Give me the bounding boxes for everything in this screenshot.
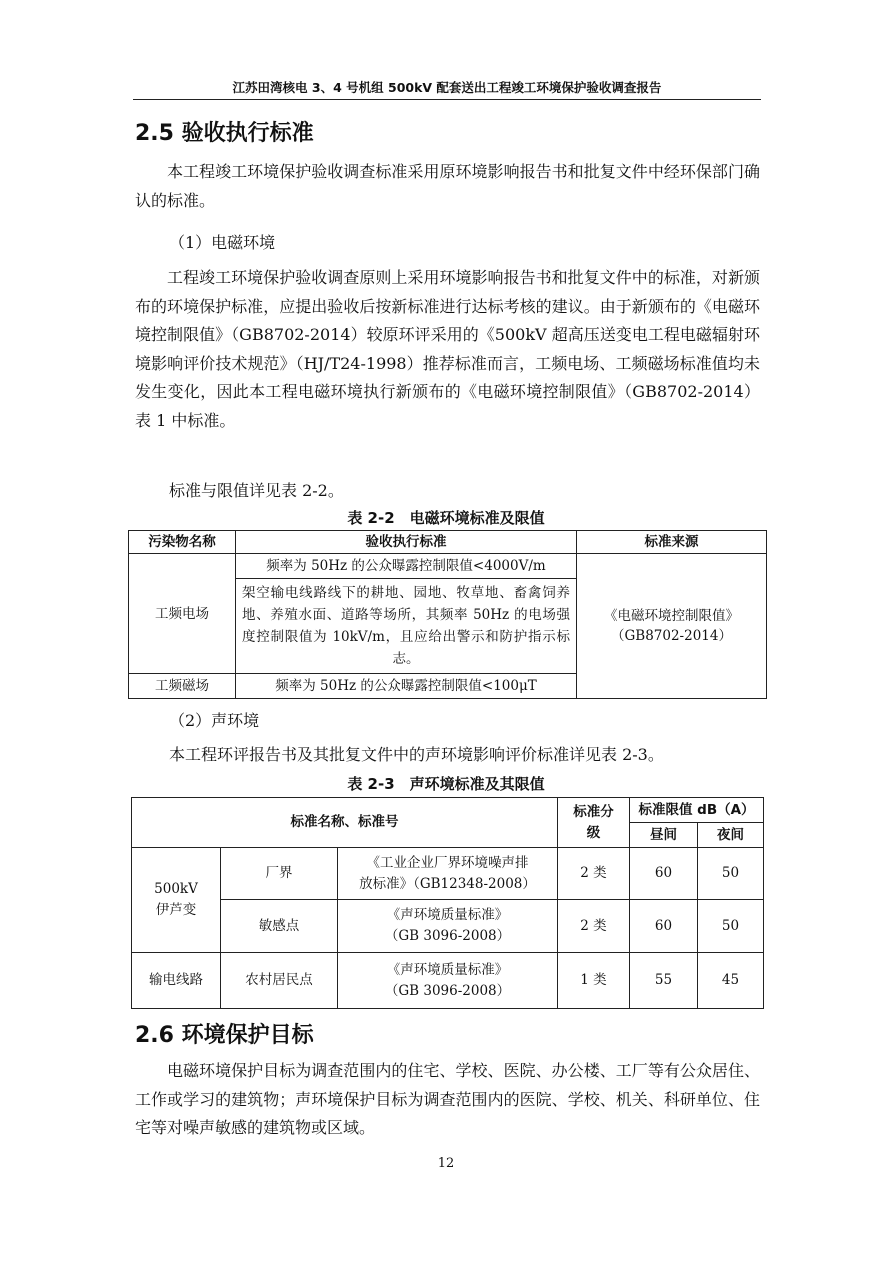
- section-2-5-title: 2.5 验收执行标准: [135, 121, 314, 146]
- cell-standard: [338, 900, 558, 953]
- paragraph-protection-targets: 电磁环境保护目标为调查范围内的住宅、学校、医院、办公楼、工厂等有公众居住、工作或学习的建筑物；声环境保护目标为调查范围内的医院、学校、机关、科研单位、住宅等对噪声敏感的建筑物或区域。: [135, 1061, 760, 1137]
- col-header-source: 标准来源: [577, 531, 767, 554]
- cell-location: 敏感点: [221, 900, 338, 953]
- col-header-day: 昼间: [630, 823, 698, 848]
- paragraph-em-standard: 工程竣工环境保护验收调查原则上采用环境影响报告书和批复文件中的标准，对新颁布的环境保护标准，应提出验收后按新标准进行达标考核的建议。由于新颁布的《电磁环境控制限值》（GB8702-2014）较原环评采用的《500kV 超高压送变电工程电磁辐射环境影响评价技术规范》（HJ/T24-1998）推荐标准而言，工频电场、工频磁场标准值均未发生变化，因此本工程电磁环境执行新颁布的《电磁环境控制限值》（GB8702-2014）表 1 中标准。: [135, 268, 760, 430]
- cell-day: 60: [630, 900, 698, 953]
- cell-class: 2 类: [558, 848, 630, 900]
- cell-pollutant: 工频电场: [129, 554, 236, 674]
- cell-day: 60: [630, 848, 698, 900]
- running-header: 江苏田湾核电 3、4 号机组 500kV 配套送出工程竣工环境保护验收调查报告: [232, 80, 662, 95]
- cell-class: 1 类: [558, 953, 630, 1009]
- header-rule: [133, 99, 761, 100]
- paragraph-noise-standard: 本工程环评报告书及其批复文件中的声环境影响评价标准详见表 2-3。: [169, 745, 664, 764]
- table-row: [132, 953, 764, 1009]
- source-line: （GB8702-2014）: [611, 628, 732, 644]
- cell-day: 55: [630, 953, 698, 1009]
- standard-line: 《工业企业厂界环境噪声排: [366, 854, 529, 871]
- cell-class: 2 类: [558, 900, 630, 953]
- cell-night: 50: [698, 900, 764, 953]
- paragraph-table-ref: 标准与限值详见表 2-2。: [169, 481, 344, 500]
- cell-standard: [338, 953, 558, 1009]
- table-row: [129, 554, 767, 579]
- table-2-2-caption: 表 2-2 电磁环境标准及限值: [347, 509, 545, 527]
- cell-group: [132, 848, 221, 953]
- standard-line: 放标准》（GB12348-2008）: [359, 875, 536, 892]
- col-header-pollutant: 污染物名称: [129, 531, 236, 554]
- section-2-6-title: 2.6 环境保护目标: [135, 1023, 314, 1048]
- col-header-class: 标准分级: [558, 798, 630, 848]
- paragraph-2-5-intro: 本工程竣工环境保护验收调查标准采用原环境影响报告书和批复文件中经环保部门确认的标准。: [135, 162, 760, 210]
- cell-standard: 频率为 50Hz 的公众曝露控制限值<4000V/m: [236, 554, 577, 579]
- standard-line: 《声环境质量标准》: [386, 907, 509, 923]
- page-number: 12: [437, 1156, 455, 1171]
- col-header-limit: 标准限值 dB（A）: [630, 798, 764, 823]
- cell-standard: 频率为 50Hz 的公众曝露控制限值<100μT: [236, 674, 577, 699]
- standard-line: 《声环境质量标准》: [386, 961, 509, 978]
- cell-location: 农村居民点: [221, 953, 338, 1009]
- cell-source: [577, 554, 767, 699]
- cell-standard: 架空输电线路线下的耕地、园地、牧草地、畜禽饲养地、养殖水面、道路等场所，其频率 50Hz 的电场强度控制限值为 10kV/m，且应给出警示和防护指示标志。: [236, 579, 577, 674]
- cell-standard: [338, 848, 558, 900]
- group-line: 伊芦变: [155, 902, 197, 918]
- standard-line: （GB 3096-2008）: [384, 928, 511, 944]
- table-header-row: [129, 531, 767, 554]
- subheading-em-environment: （1）电磁环境: [169, 233, 276, 252]
- table-2-2: [128, 530, 767, 699]
- table-row: [132, 900, 764, 953]
- subheading-noise-environment: （2）声环境: [169, 711, 260, 730]
- cell-location: 厂界: [221, 848, 338, 900]
- col-header-night: 夜间: [698, 823, 764, 848]
- table-2-3: [131, 797, 764, 1009]
- cell-group: 输电线路: [132, 953, 221, 1009]
- table-2-3-caption: 表 2-3 声环境标准及其限值: [347, 775, 545, 793]
- standard-line: （GB 3096-2008）: [384, 982, 511, 999]
- source-line: 《电磁环境控制限值》: [604, 608, 739, 624]
- col-header-standard: 验收执行标准: [236, 531, 577, 554]
- group-line: 500kV: [154, 881, 198, 897]
- cell-night: 50: [698, 848, 764, 900]
- table-header-row: [132, 798, 764, 823]
- cell-night: 45: [698, 953, 764, 1009]
- col-header-standard-name: 标准名称、标准号: [132, 798, 558, 848]
- table-row: [132, 848, 764, 900]
- cell-pollutant: 工频磁场: [129, 674, 236, 699]
